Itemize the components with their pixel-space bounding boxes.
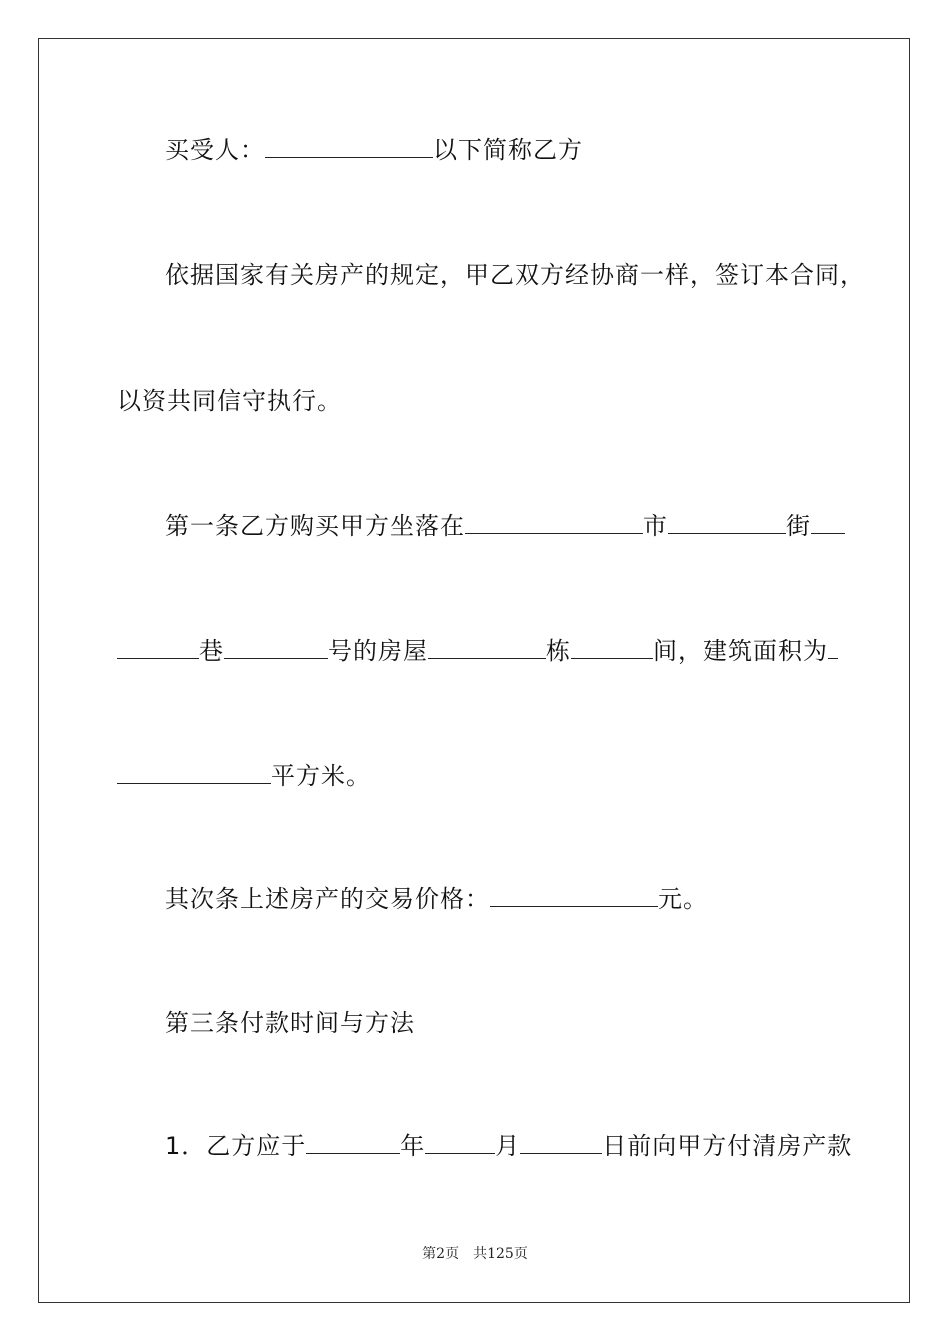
month-blank bbox=[425, 1133, 495, 1154]
page-total: 共125页 bbox=[473, 1246, 528, 1262]
buyer-name-blank bbox=[265, 137, 433, 158]
year-label: 年 bbox=[400, 1132, 426, 1160]
month-label: 月 bbox=[495, 1132, 521, 1160]
payment-clause-text: 1．乙方应于 bbox=[165, 1132, 307, 1160]
page-number: 第2页 bbox=[422, 1246, 460, 1262]
payment-clause-line bbox=[165, 1131, 852, 1161]
article-two-line bbox=[165, 884, 708, 914]
number-blank bbox=[224, 638, 328, 659]
number-label: 号的房屋 bbox=[328, 637, 428, 665]
payment-deadline-text: 日前向甲方付清房产款 bbox=[602, 1132, 853, 1160]
preamble-continuation-text: 以资共同信守执行。 bbox=[117, 387, 342, 415]
building-label: 栋 bbox=[546, 637, 571, 665]
article-three-heading: 第三条付款时间与方法 bbox=[165, 1009, 415, 1037]
city-label: 市 bbox=[643, 512, 668, 540]
article-two-text: 其次条上述房产的交易价格： bbox=[165, 885, 490, 913]
price-blank bbox=[490, 886, 658, 907]
area-start-blank bbox=[828, 638, 838, 659]
article-one-continuation bbox=[117, 636, 838, 666]
room-blank bbox=[571, 638, 653, 659]
city-blank bbox=[465, 513, 643, 534]
area-label: 间，建筑面积为 bbox=[653, 637, 828, 665]
lane-blank bbox=[117, 638, 199, 659]
street-continuation-blank bbox=[811, 513, 845, 534]
preamble-continuation bbox=[117, 386, 342, 416]
preamble-line bbox=[165, 260, 865, 290]
year-blank bbox=[306, 1133, 400, 1154]
page-frame bbox=[38, 38, 910, 1303]
building-blank bbox=[428, 638, 546, 659]
article-one-line bbox=[165, 511, 845, 541]
street-blank bbox=[668, 513, 786, 534]
page-footer bbox=[0, 1245, 950, 1263]
article-three-line bbox=[165, 1008, 415, 1038]
article-one-text: 第一条乙方购买甲方坐落在 bbox=[165, 512, 465, 540]
preamble-text: 依据国家有关房产的规定，甲乙双方经协商一样，签订本合同， bbox=[165, 261, 865, 289]
area-unit: 平方米。 bbox=[271, 762, 371, 790]
street-label: 街 bbox=[786, 512, 811, 540]
buyer-line bbox=[165, 135, 583, 165]
buyer-label: 买受人： bbox=[165, 136, 265, 164]
area-blank bbox=[117, 763, 271, 784]
area-line bbox=[117, 761, 371, 791]
day-blank bbox=[520, 1133, 602, 1154]
buyer-suffix: 以下简称乙方 bbox=[433, 136, 583, 164]
price-unit: 元。 bbox=[658, 885, 708, 913]
lane-label: 巷 bbox=[199, 637, 224, 665]
